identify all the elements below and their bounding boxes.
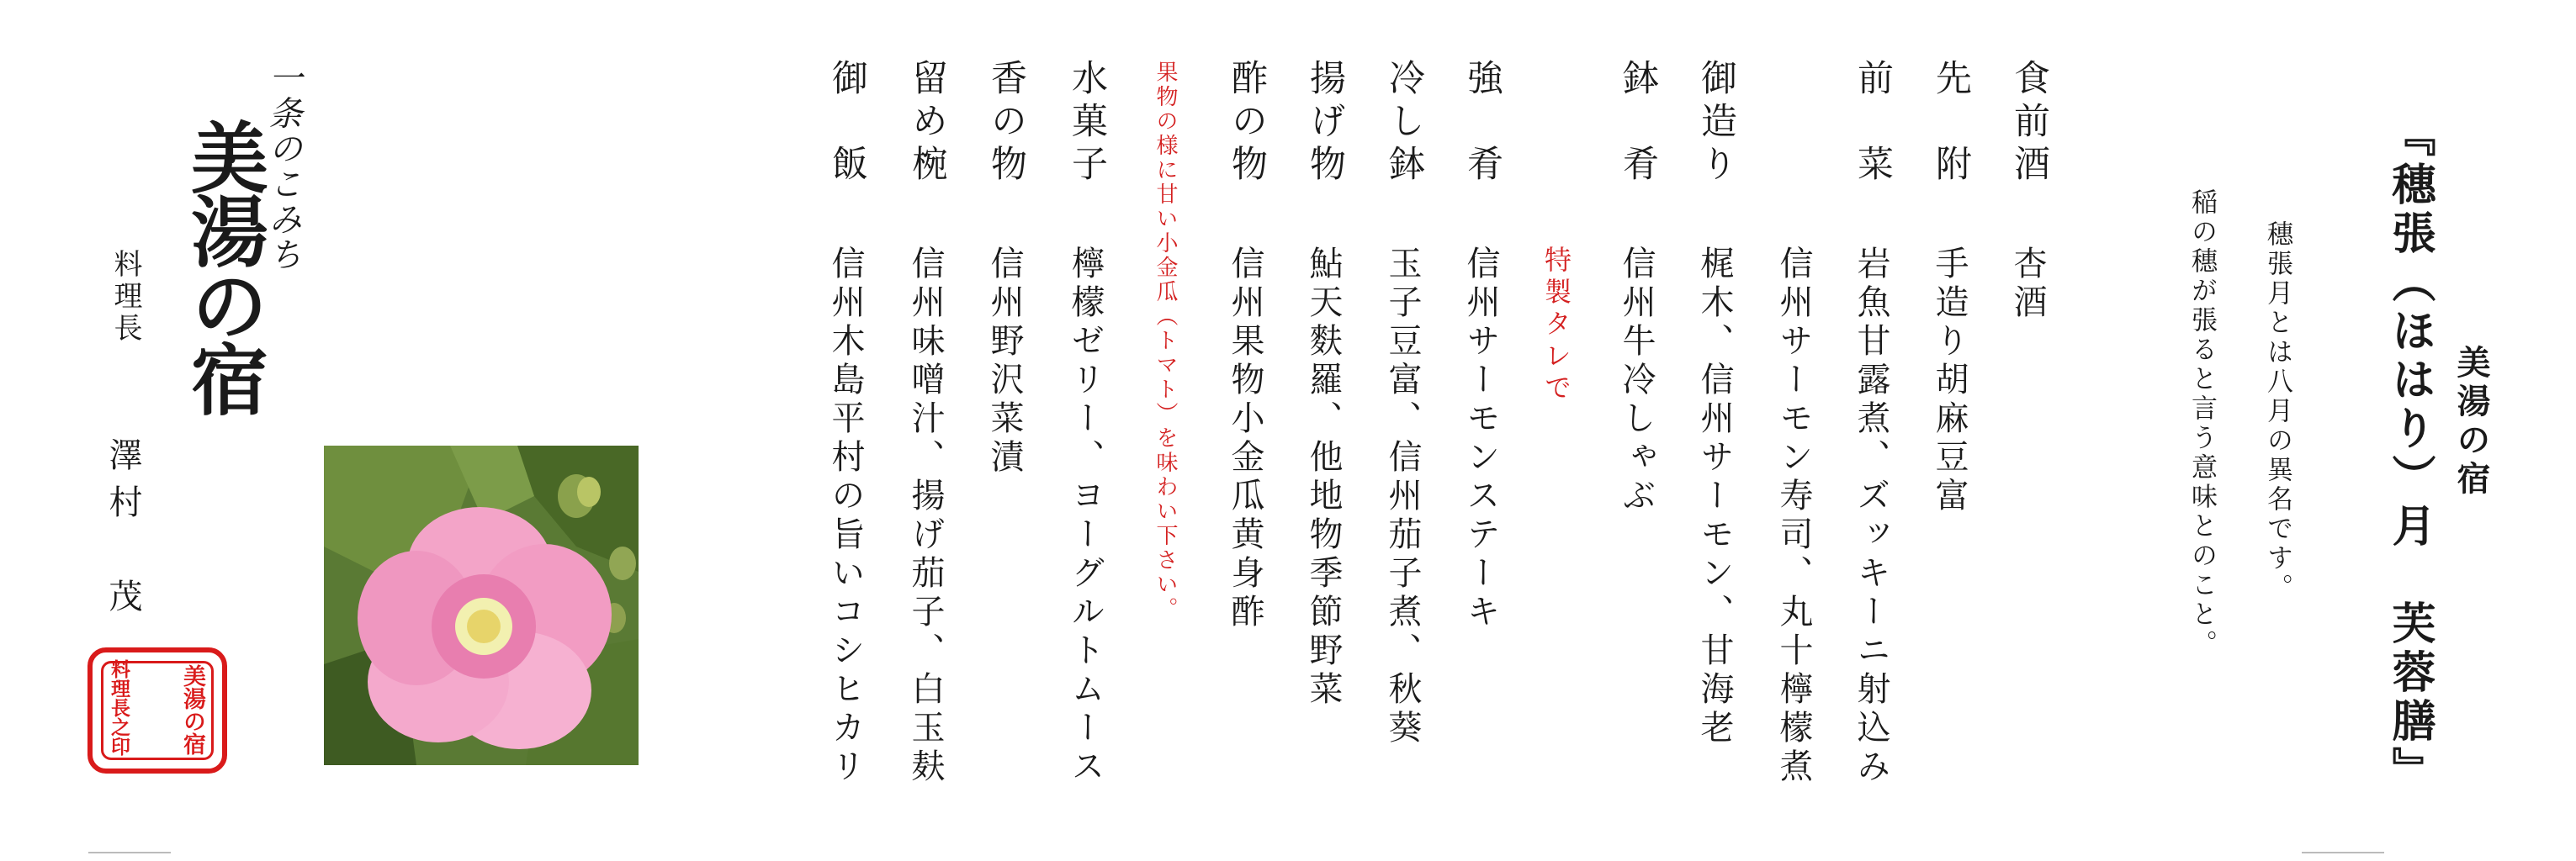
divider-line — [2302, 852, 2384, 853]
course-name: 留め椀 — [906, 59, 948, 188]
course-dish: 信州野沢菜漬 — [985, 246, 1024, 478]
course-note: 果物の様に甘い小金瓜（トマト）を味わい下さい。 — [1153, 61, 1178, 621]
course-name: 御 飯 — [826, 59, 868, 188]
course-dish-second-line: 信州サーモン寿司、丸十檸檬煮 — [1774, 246, 1813, 787]
course-dish: 信州木島平村の旨いコシヒカリ — [826, 246, 865, 787]
course-name: 鉢 肴 — [1617, 59, 1659, 188]
course-name: 酢の物 — [1226, 59, 1268, 188]
hibiscus-photo — [324, 446, 639, 765]
course-dish: 信州果物小金瓜黄身酢 — [1226, 246, 1264, 632]
seal-stamp-text: 料理長之印 — [108, 659, 130, 756]
course-dish: 鮎天麩羅、他地物季節野菜 — [1304, 246, 1343, 710]
course-name: 揚げ物 — [1304, 59, 1346, 188]
course-name: 食前酒 — [2008, 59, 2050, 188]
logo-name: 美湯の宿 — [178, 118, 269, 414]
course-name: 水菓子 — [1066, 59, 1108, 188]
course-name: 御造り — [1695, 59, 1737, 188]
menu-title: 『穗張（ほはり）月 芙蓉膳』 — [2384, 113, 2435, 795]
course-name: 強 肴 — [1461, 59, 1503, 188]
course-dish: 梶木、信州サーモン、甘海老 — [1695, 246, 1734, 748]
chef-role: 料理長 — [109, 249, 142, 345]
course-dish: 檸檬ゼリー、ヨーグルトムース — [1066, 246, 1105, 787]
course-dish: 信州牛冷しゃぶ — [1617, 246, 1656, 516]
logo-tagline: 一条のこみち — [263, 61, 302, 272]
seal-stamp — [87, 647, 227, 774]
course-dish: 岩魚甘露煮、ズッキーニ射込み — [1852, 246, 1890, 787]
course-dish: 手造り胡麻豆富 — [1930, 246, 1969, 516]
chef-name: 澤村 茂 — [103, 437, 142, 626]
course-name: 香の物 — [985, 59, 1027, 188]
divider-line — [88, 852, 171, 853]
course-name: 冷し鉢 — [1383, 59, 1425, 188]
course-note: 特製タレで — [1540, 246, 1572, 405]
course-dish: 信州味噌汁、揚げ茄子、白玉麸 — [906, 246, 945, 787]
course-name: 前 菜 — [1852, 59, 1894, 188]
seal-stamp-text: 美湯の宿 — [179, 664, 205, 755]
course-name: 先 附 — [1930, 59, 1972, 188]
course-dish: 玉子豆富、信州茄子煮、秋葵 — [1383, 246, 1422, 748]
course-dish: 杏酒 — [2008, 246, 2047, 323]
explanation-line-2: 稲の穗が張ると言う意味とのこと。 — [2186, 188, 2217, 659]
course-dish: 信州サーモンステーキ — [1461, 246, 1500, 632]
explanation-line-1: 穗張月とは八月の異名です。 — [2262, 220, 2292, 603]
inn-name: 美湯の宿 — [2451, 345, 2490, 499]
